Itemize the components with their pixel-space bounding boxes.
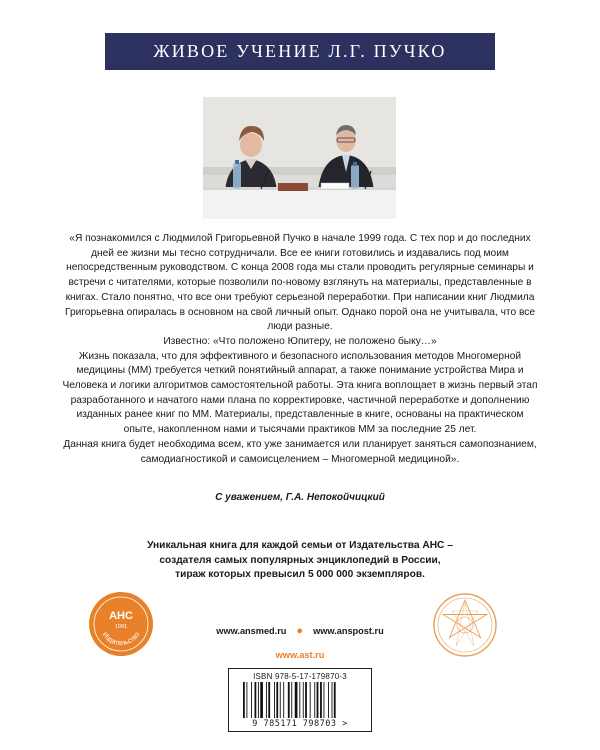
slogan-line-1: Уникальная книга для каждой семьи от Издательства АНС – (147, 540, 453, 551)
publisher-slogan (62, 539, 538, 583)
slogan-line-2: создателя самых популярных энциклопедий в России, (159, 554, 441, 566)
slogan-line-3: тираж которых превысил 5 000 000 экземпляров. (175, 569, 425, 580)
barcode (228, 668, 372, 732)
link-anspost[interactable]: www.anspost.ru (313, 626, 384, 636)
separator-dot: ● (296, 625, 304, 637)
header-banner (105, 33, 495, 70)
foreword-text (62, 232, 538, 467)
link-ast[interactable]: www.ast.ru (275, 650, 325, 660)
signature: С уважением, Г.А. Непокойчицкий (215, 492, 385, 503)
author-photo (203, 97, 396, 219)
logo-arc-text: Издательство (100, 631, 142, 648)
paragraph-4: Данная книга будет необходима всем, кто уже занимается или планирует заняться самопознанием, самодиагностикой и самоисцелением – Многомерной медициной». (63, 438, 537, 465)
link-ansmed[interactable]: www.ansmed.ru (216, 626, 287, 636)
series-title: ЖИВОЕ УЧЕНИЕ Л.Г. ПУЧКО (153, 41, 447, 61)
paragraph-2: Известно: «Что положено Юпитеру, не положено быку…» (163, 335, 437, 347)
paragraph-1: «Я познакомился с Людмилой Григорьевной Пучко в начале 1999 года. С тех пор и до последних дней ее жизни мы тесно сотрудничали. Все ее книги готовились и издавались под моим непосредственным руководством. С конца 2008 года мы стали проводить регулярные семинары и встречи с читателями, которые позволили по-новому взглянуть на материалы, представленные в книгах. Стало понятно, что все они требуют серьезной переработки. При написании книг Людмила Григорьевна опиралась в основном на свой личный опыт. Однако порой она не учитывала, что все люди разные. (65, 233, 535, 333)
seal-emblem (432, 592, 498, 658)
logo-year: 1991 (114, 624, 128, 630)
publisher-links (180, 625, 420, 637)
photo-illustration (203, 97, 396, 219)
paragraph-3: Жизнь показала, что для эффективного и безопасного использования методов Многомерной медицины (ММ) требуется четкий понятийный аппарат, а также понимание устройства Мира и Человека и логики алгоритмов самостоятельной работы. Эта книга воплощает в жизнь первый этап разработанного и начатого нами плана по корректировке, частичной переработке и дополнению изданных ранее книг по ММ. Материалы, представленные в книге, основаны на практическом опыте, накопленном нами и тысячами практиков ММ за последние 25 лет. (62, 350, 538, 436)
logo-abbr: АНС (109, 610, 133, 622)
barcode-bars (243, 682, 363, 720)
publisher-logo (88, 591, 154, 657)
barcode-number: 9 785171 798703 > (252, 719, 348, 729)
isbn-label: ISBN 978-5-17-179870-3 (253, 672, 347, 681)
